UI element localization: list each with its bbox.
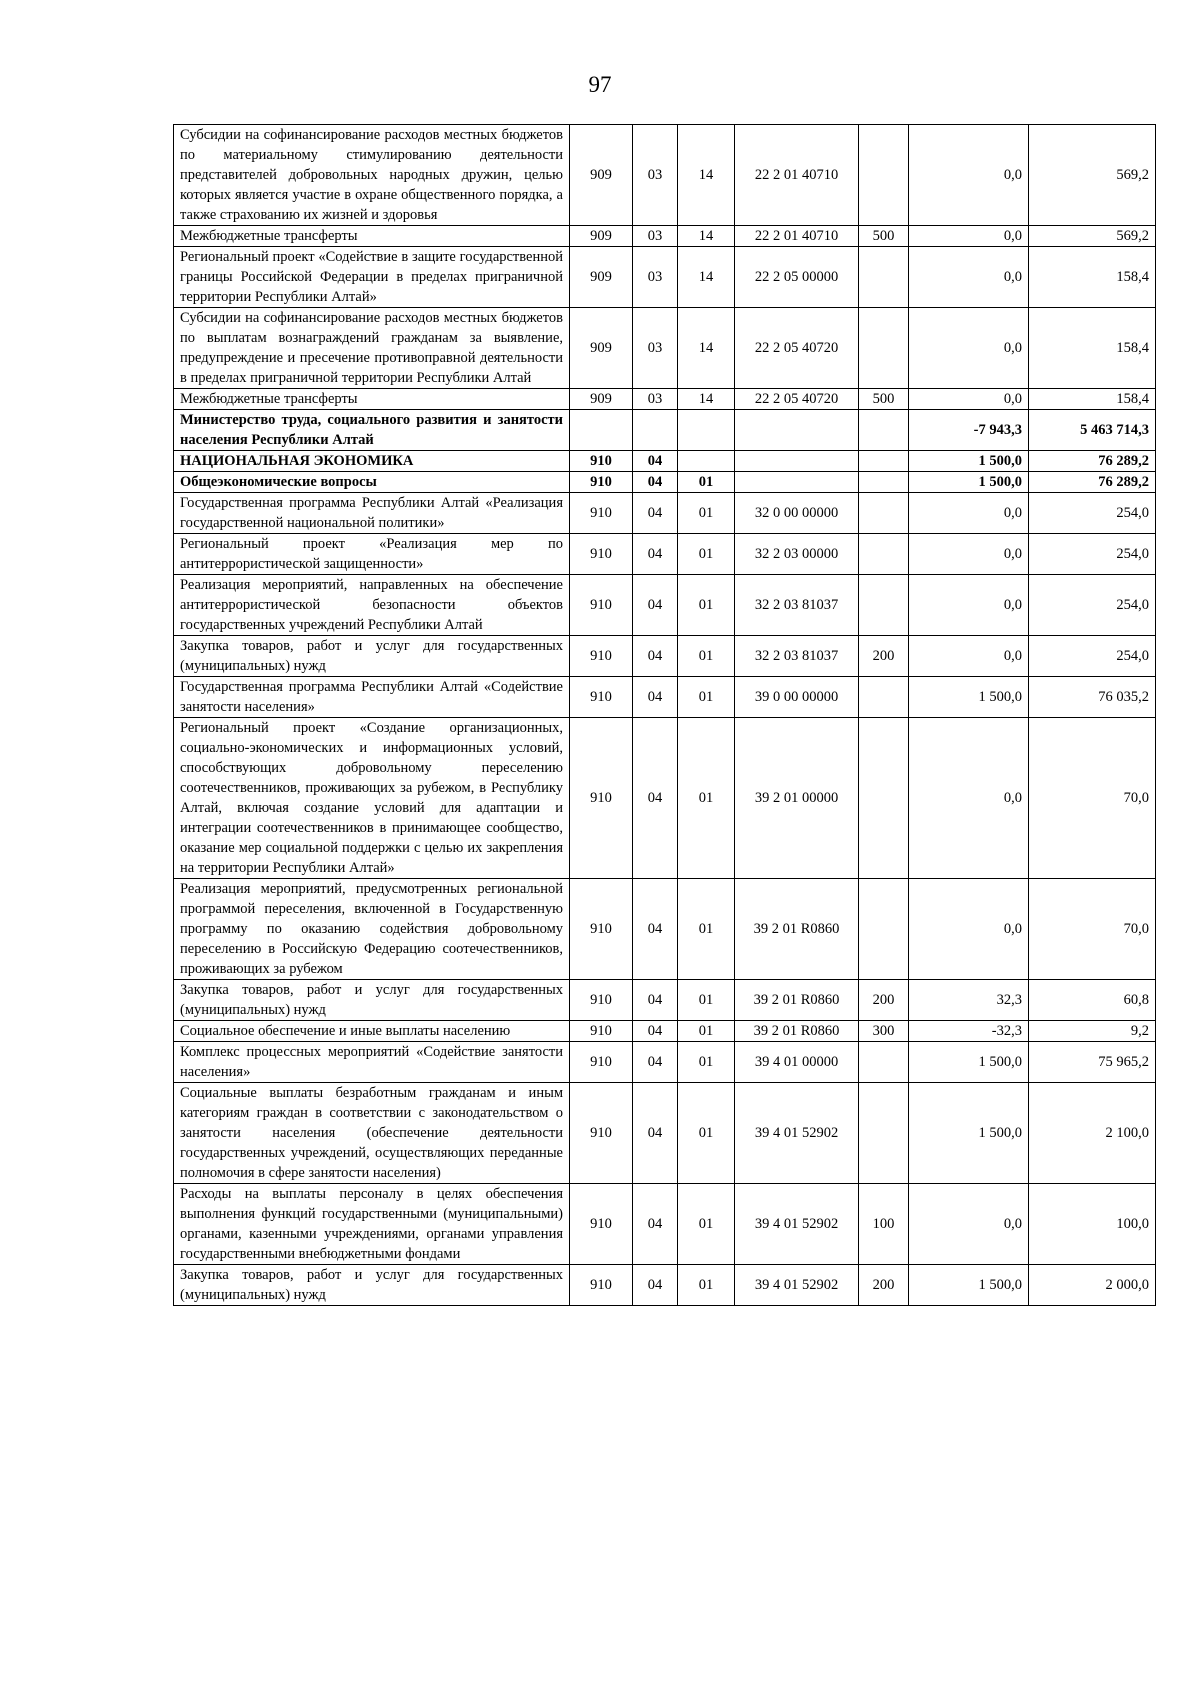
row-grbs-code: 910 bbox=[570, 1184, 633, 1265]
row-expense-type bbox=[859, 879, 909, 980]
row-section-code: 04 bbox=[633, 451, 678, 472]
row-section-code: 04 bbox=[633, 879, 678, 980]
row-subsection-code bbox=[678, 410, 735, 451]
row-grbs-code: 910 bbox=[570, 472, 633, 493]
row-subsection-code bbox=[678, 451, 735, 472]
row-change-amount: 0,0 bbox=[909, 226, 1029, 247]
row-section-code: 03 bbox=[633, 247, 678, 308]
budget-table bbox=[173, 124, 1156, 1306]
row-subsection-code: 01 bbox=[678, 534, 735, 575]
row-grbs-code: 910 bbox=[570, 1083, 633, 1184]
row-grbs-code: 909 bbox=[570, 125, 633, 226]
row-target-article bbox=[735, 410, 859, 451]
row-subsection-code: 01 bbox=[678, 980, 735, 1021]
row-name: Закупка товаров, работ и услуг для государственных (муниципальных) нужд bbox=[174, 636, 570, 677]
row-name: Региональный проект «Содействие в защите государственной границы Российской Федерации в пределах приграничной территории Республики Алтай» bbox=[174, 247, 570, 308]
row-total-amount: 5 463 714,3 bbox=[1029, 410, 1156, 451]
table-row bbox=[174, 980, 1156, 1021]
row-total-amount: 75 965,2 bbox=[1029, 1042, 1156, 1083]
row-section-code: 04 bbox=[633, 1021, 678, 1042]
row-expense-type bbox=[859, 451, 909, 472]
row-section-code: 04 bbox=[633, 1184, 678, 1265]
row-section-code: 03 bbox=[633, 308, 678, 389]
row-grbs-code: 909 bbox=[570, 247, 633, 308]
row-expense-type bbox=[859, 472, 909, 493]
row-subsection-code: 01 bbox=[678, 575, 735, 636]
row-total-amount: 569,2 bbox=[1029, 125, 1156, 226]
row-section-code: 03 bbox=[633, 389, 678, 410]
table-row bbox=[174, 677, 1156, 718]
table-row bbox=[174, 389, 1156, 410]
row-subsection-code: 01 bbox=[678, 879, 735, 980]
row-total-amount: 254,0 bbox=[1029, 575, 1156, 636]
row-grbs-code: 910 bbox=[570, 575, 633, 636]
row-name: Комплекс процессных мероприятий «Содействие занятости населения» bbox=[174, 1042, 570, 1083]
row-total-amount: 100,0 bbox=[1029, 1184, 1156, 1265]
row-change-amount: 0,0 bbox=[909, 493, 1029, 534]
row-total-amount: 76 289,2 bbox=[1029, 451, 1156, 472]
row-grbs-code: 909 bbox=[570, 226, 633, 247]
row-grbs-code: 910 bbox=[570, 451, 633, 472]
row-expense-type bbox=[859, 534, 909, 575]
row-section-code: 04 bbox=[633, 1042, 678, 1083]
row-name: Межбюджетные трансферты bbox=[174, 389, 570, 410]
row-name: НАЦИОНАЛЬНАЯ ЭКОНОМИКА bbox=[174, 451, 570, 472]
table-row bbox=[174, 1021, 1156, 1042]
row-change-amount: -7 943,3 bbox=[909, 410, 1029, 451]
table-row bbox=[174, 410, 1156, 451]
row-section-code: 03 bbox=[633, 125, 678, 226]
row-expense-type: 300 bbox=[859, 1021, 909, 1042]
row-grbs-code: 910 bbox=[570, 1265, 633, 1306]
row-expense-type: 200 bbox=[859, 636, 909, 677]
row-change-amount: 32,3 bbox=[909, 980, 1029, 1021]
row-expense-type: 500 bbox=[859, 389, 909, 410]
page-number: 97 bbox=[588, 72, 612, 97]
row-subsection-code: 01 bbox=[678, 1184, 735, 1265]
row-target-article: 22 2 05 40720 bbox=[735, 389, 859, 410]
row-change-amount: 1 500,0 bbox=[909, 1265, 1029, 1306]
row-grbs-code: 910 bbox=[570, 718, 633, 879]
row-section-code: 04 bbox=[633, 472, 678, 493]
row-grbs-code bbox=[570, 410, 633, 451]
row-subsection-code: 14 bbox=[678, 247, 735, 308]
row-subsection-code: 01 bbox=[678, 1042, 735, 1083]
row-expense-type bbox=[859, 247, 909, 308]
row-total-amount: 76 289,2 bbox=[1029, 472, 1156, 493]
row-total-amount: 254,0 bbox=[1029, 493, 1156, 534]
row-section-code bbox=[633, 410, 678, 451]
row-name: Региональный проект «Реализация мер по антитеррористической защищенности» bbox=[174, 534, 570, 575]
row-subsection-code: 01 bbox=[678, 472, 735, 493]
row-name: Министерство труда, социального развития и занятости населения Республики Алтай bbox=[174, 410, 570, 451]
row-expense-type bbox=[859, 1042, 909, 1083]
row-section-code: 04 bbox=[633, 1083, 678, 1184]
row-name: Государственная программа Республики Алтай «Содействие занятости населения» bbox=[174, 677, 570, 718]
row-expense-type bbox=[859, 718, 909, 879]
row-grbs-code: 910 bbox=[570, 980, 633, 1021]
table-row bbox=[174, 125, 1156, 226]
row-subsection-code: 01 bbox=[678, 1083, 735, 1184]
row-total-amount: 254,0 bbox=[1029, 534, 1156, 575]
row-grbs-code: 910 bbox=[570, 1042, 633, 1083]
row-total-amount: 76 035,2 bbox=[1029, 677, 1156, 718]
row-section-code: 04 bbox=[633, 677, 678, 718]
row-total-amount: 2 000,0 bbox=[1029, 1265, 1156, 1306]
row-subsection-code: 01 bbox=[678, 718, 735, 879]
row-name: Субсидии на софинансирование расходов местных бюджетов по выплатам вознаграждений гражданам за выявление, предупреждение и пресечение противоправной деятельности в пределах приграничной территории Республики Алтай bbox=[174, 308, 570, 389]
row-target-article: 22 2 05 40720 bbox=[735, 308, 859, 389]
row-change-amount: 1 500,0 bbox=[909, 1042, 1029, 1083]
row-total-amount: 2 100,0 bbox=[1029, 1083, 1156, 1184]
row-subsection-code: 14 bbox=[678, 125, 735, 226]
row-section-code: 04 bbox=[633, 575, 678, 636]
table-row bbox=[174, 636, 1156, 677]
row-change-amount: 0,0 bbox=[909, 879, 1029, 980]
row-subsection-code: 01 bbox=[678, 1265, 735, 1306]
row-change-amount: 0,0 bbox=[909, 1184, 1029, 1265]
row-expense-type: 100 bbox=[859, 1184, 909, 1265]
table-row bbox=[174, 451, 1156, 472]
row-subsection-code: 01 bbox=[678, 677, 735, 718]
row-expense-type bbox=[859, 493, 909, 534]
row-expense-type bbox=[859, 575, 909, 636]
row-total-amount: 70,0 bbox=[1029, 879, 1156, 980]
row-name: Социальные выплаты безработным гражданам и иным категориям граждан в соответствии с законодательством о занятости населения (обеспечение деятельности государственных учреждений, осуществляющих переданные полномочия в сфере занятости населения) bbox=[174, 1083, 570, 1184]
row-total-amount: 158,4 bbox=[1029, 389, 1156, 410]
row-target-article: 32 2 03 00000 bbox=[735, 534, 859, 575]
row-change-amount: 1 500,0 bbox=[909, 1083, 1029, 1184]
row-name: Общеэкономические вопросы bbox=[174, 472, 570, 493]
row-target-article bbox=[735, 472, 859, 493]
table-row bbox=[174, 534, 1156, 575]
row-subsection-code: 14 bbox=[678, 308, 735, 389]
table-row bbox=[174, 308, 1156, 389]
table-row bbox=[174, 1184, 1156, 1265]
row-section-code: 04 bbox=[633, 980, 678, 1021]
row-change-amount: 0,0 bbox=[909, 718, 1029, 879]
table-row bbox=[174, 493, 1156, 534]
row-target-article: 39 2 01 R0860 bbox=[735, 879, 859, 980]
row-target-article: 32 2 03 81037 bbox=[735, 575, 859, 636]
row-target-article: 39 2 01 R0860 bbox=[735, 1021, 859, 1042]
row-name: Закупка товаров, работ и услуг для государственных (муниципальных) нужд bbox=[174, 980, 570, 1021]
row-target-article: 39 2 01 R0860 bbox=[735, 980, 859, 1021]
row-target-article: 39 4 01 52902 bbox=[735, 1184, 859, 1265]
row-total-amount: 158,4 bbox=[1029, 247, 1156, 308]
row-section-code: 04 bbox=[633, 1265, 678, 1306]
row-target-article: 39 2 01 00000 bbox=[735, 718, 859, 879]
row-change-amount: 0,0 bbox=[909, 575, 1029, 636]
row-target-article: 22 2 05 00000 bbox=[735, 247, 859, 308]
row-grbs-code: 909 bbox=[570, 308, 633, 389]
row-subsection-code: 14 bbox=[678, 389, 735, 410]
row-total-amount: 70,0 bbox=[1029, 718, 1156, 879]
row-expense-type bbox=[859, 410, 909, 451]
table-row bbox=[174, 472, 1156, 493]
row-target-article bbox=[735, 451, 859, 472]
row-name: Региональный проект «Создание организационных, социально-экономических и информационных условий, способствующих добровольному переселению соотечественников, проживающих за рубежом, в Республику Алтай, включая создание условий для адаптации и интеграции соотечественников в принимающее сообщество, оказание мер социальной поддержки с целью их закрепления на территории Республики Алтай» bbox=[174, 718, 570, 879]
row-change-amount: 0,0 bbox=[909, 247, 1029, 308]
row-target-article: 22 2 01 40710 bbox=[735, 125, 859, 226]
table-row bbox=[174, 718, 1156, 879]
row-name: Расходы на выплаты персоналу в целях обеспечения выполнения функций государственными (муниципальными) органами, казенными учреждениями, органами управления государственными внебюджетными фондами bbox=[174, 1184, 570, 1265]
row-section-code: 04 bbox=[633, 534, 678, 575]
row-target-article: 39 4 01 52902 bbox=[735, 1265, 859, 1306]
row-target-article: 32 2 03 81037 bbox=[735, 636, 859, 677]
row-change-amount: -32,3 bbox=[909, 1021, 1029, 1042]
row-total-amount: 569,2 bbox=[1029, 226, 1156, 247]
table-row bbox=[174, 1083, 1156, 1184]
row-subsection-code: 01 bbox=[678, 493, 735, 534]
row-expense-type: 500 bbox=[859, 226, 909, 247]
table-row bbox=[174, 247, 1156, 308]
row-name: Реализация мероприятий, предусмотренных региональной программой переселения, включенной в Государственную программу по оказанию содействия добровольному переселению в Российскую Федерацию соотечественников, проживающих за рубежом bbox=[174, 879, 570, 980]
row-target-article: 39 0 00 00000 bbox=[735, 677, 859, 718]
row-change-amount: 1 500,0 bbox=[909, 472, 1029, 493]
row-grbs-code: 910 bbox=[570, 636, 633, 677]
row-change-amount: 1 500,0 bbox=[909, 677, 1029, 718]
row-name: Закупка товаров, работ и услуг для государственных (муниципальных) нужд bbox=[174, 1265, 570, 1306]
row-name: Социальное обеспечение и иные выплаты населению bbox=[174, 1021, 570, 1042]
row-total-amount: 60,8 bbox=[1029, 980, 1156, 1021]
row-subsection-code: 01 bbox=[678, 1021, 735, 1042]
row-section-code: 04 bbox=[633, 636, 678, 677]
row-subsection-code: 01 bbox=[678, 636, 735, 677]
row-name: Субсидии на софинансирование расходов местных бюджетов по материальному стимулированию деятельности представителей добровольных народных дружин, целью которых является участие в охране общественного порядка, а также страхованию их жизней и здоровья bbox=[174, 125, 570, 226]
row-target-article: 32 0 00 00000 bbox=[735, 493, 859, 534]
row-change-amount: 0,0 bbox=[909, 636, 1029, 677]
table-row bbox=[174, 879, 1156, 980]
row-section-code: 04 bbox=[633, 718, 678, 879]
row-target-article: 22 2 01 40710 bbox=[735, 226, 859, 247]
row-expense-type: 200 bbox=[859, 1265, 909, 1306]
row-change-amount: 0,0 bbox=[909, 125, 1029, 226]
row-expense-type: 200 bbox=[859, 980, 909, 1021]
row-grbs-code: 910 bbox=[570, 1021, 633, 1042]
row-total-amount: 254,0 bbox=[1029, 636, 1156, 677]
row-change-amount: 1 500,0 bbox=[909, 451, 1029, 472]
row-expense-type bbox=[859, 125, 909, 226]
row-total-amount: 158,4 bbox=[1029, 308, 1156, 389]
row-subsection-code: 14 bbox=[678, 226, 735, 247]
row-expense-type bbox=[859, 1083, 909, 1184]
row-name: Реализация мероприятий, направленных на обеспечение антитеррористической безопасности объектов государственных учреждений Республики Алтай bbox=[174, 575, 570, 636]
row-grbs-code: 909 bbox=[570, 389, 633, 410]
row-name: Государственная программа Республики Алтай «Реализация государственной национальной политики» bbox=[174, 493, 570, 534]
row-grbs-code: 910 bbox=[570, 677, 633, 718]
row-change-amount: 0,0 bbox=[909, 534, 1029, 575]
row-change-amount: 0,0 bbox=[909, 389, 1029, 410]
row-target-article: 39 4 01 00000 bbox=[735, 1042, 859, 1083]
table-row bbox=[174, 575, 1156, 636]
row-grbs-code: 910 bbox=[570, 493, 633, 534]
row-section-code: 04 bbox=[633, 493, 678, 534]
row-grbs-code: 910 bbox=[570, 534, 633, 575]
row-expense-type bbox=[859, 677, 909, 718]
row-change-amount: 0,0 bbox=[909, 308, 1029, 389]
row-section-code: 03 bbox=[633, 226, 678, 247]
table-row bbox=[174, 1265, 1156, 1306]
row-name: Межбюджетные трансферты bbox=[174, 226, 570, 247]
row-total-amount: 9,2 bbox=[1029, 1021, 1156, 1042]
row-expense-type bbox=[859, 308, 909, 389]
row-grbs-code: 910 bbox=[570, 879, 633, 980]
row-target-article: 39 4 01 52902 bbox=[735, 1083, 859, 1184]
table-row bbox=[174, 1042, 1156, 1083]
table-row bbox=[174, 226, 1156, 247]
